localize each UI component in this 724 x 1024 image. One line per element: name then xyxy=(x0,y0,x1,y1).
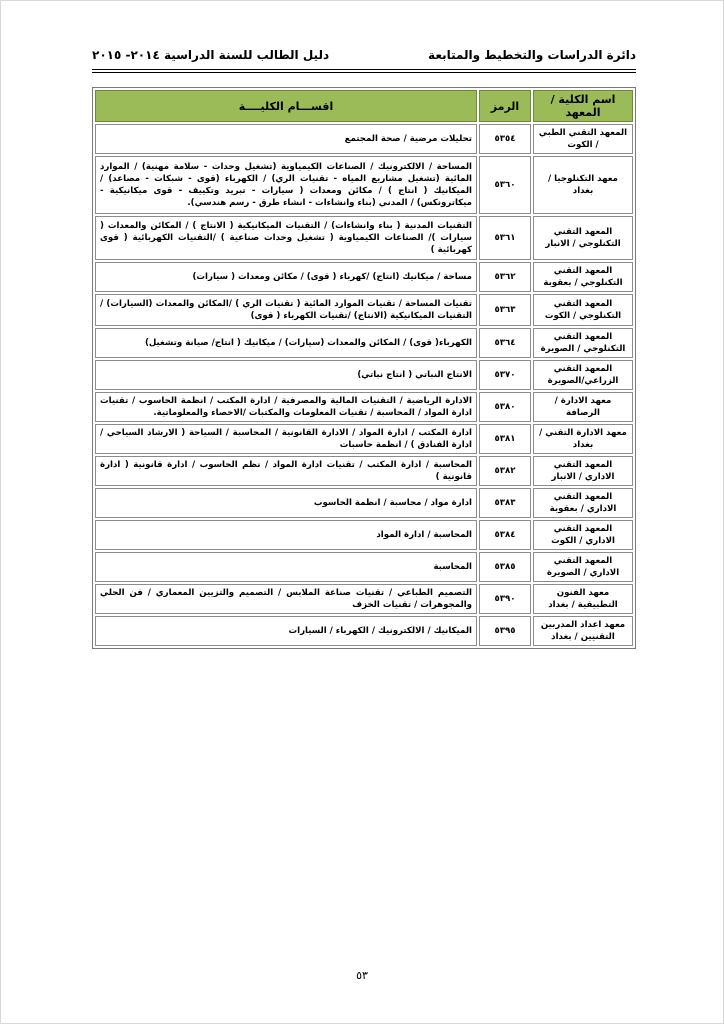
institute-cell: المعهد التقني التكنلوجي / الانبار xyxy=(533,216,633,260)
departments-cell: تقنيات المساحة / تقنيات الموارد المائية ( تقنيات الري ) /المكائن والمعدات (السيارات) / التقنيات الميكانيكية (الانتاج) /تقنيات الكهرباء ( قوى) xyxy=(95,294,477,326)
institute-cell: معهد اعداد المدربين التقنيين / بغداد xyxy=(533,616,633,646)
departments-cell: المحاسبة / ادارة المواد xyxy=(95,520,477,550)
departments-cell: المحاسبة xyxy=(95,552,477,582)
institute-cell: المعهد التقني التكنلوجي / بعقوبة xyxy=(533,262,633,292)
departments-cell: المحاسبة / ادارة المكتب / تقنيات ادارة المواد / نظم الحاسوب / ادارة قانونية ( ادارة قانونية ) xyxy=(95,456,477,486)
table-row xyxy=(95,328,633,358)
header-rule-double xyxy=(92,72,636,73)
departments-cell: الانتاج النباتي ( انتاج نباتي) xyxy=(95,360,477,390)
institute-cell: معهد الادارة التقني / بغداد xyxy=(533,424,633,454)
institute-cell: المعهد التقني التكنلوجي / الكوت xyxy=(533,294,633,326)
table-row xyxy=(95,488,633,518)
code-cell: ٥٣٨٢ xyxy=(479,456,531,486)
table-row xyxy=(95,616,633,646)
page-header xyxy=(92,44,636,68)
departments-cell: المساحة / الالكترونيك / الصناعات الكيمياوية (تشغيل وحدات - سلامة مهنية) / الموارد المائية (تشغيل مشاريع المياه - تقنيات الري) / الكهرباء (قوى - شبكات - مصاعد) / الميكانيك ( انتاج ) / مكائن ومعدات ( سيارات - تبريد وتكييف - قوى ميكانيكية - ميكاترونكس) / المدني (بناء وانشاءات - انشاء طرق - رسم هندسي). xyxy=(95,156,477,214)
institutes-table xyxy=(92,87,636,649)
departments-cell: الادارة الرياضية / التقنيات المالية والمصرفية / ادارة المكتب / انظمة الحاسوب / تقنيات ادارة المواد / المحاسبة / تقنيات المعلومات والمكتبات /الاحصاء والمعلوماتية. xyxy=(95,392,477,422)
table-row xyxy=(95,262,633,292)
departments-cell: ادارة مواد / محاسبة / انظمة الحاسوب xyxy=(95,488,477,518)
header-department: دائرة الدراسات والتخطيط والمتابعة xyxy=(428,48,636,62)
header-departments: اقســـام الكليــــة xyxy=(95,90,477,122)
code-cell: ٥٣٥٤ xyxy=(479,124,531,154)
departments-cell: التقنيات المدنية ( بناء وانشاءات) / التقنيات الميكانيكية ( الانتاج ) / المكائن والمعدات ( سيارات )/ الصناعات الكيمياوية ( تشغيل وحدات صناعية ) /التقنيات الكهربائية ( قوى كهربائية ) xyxy=(95,216,477,260)
code-cell: ٥٣٨١ xyxy=(479,424,531,454)
header-rule xyxy=(92,69,636,70)
table-row xyxy=(95,124,633,154)
table-row xyxy=(95,216,633,260)
header-institute: اسم الكلية / المعهد xyxy=(533,90,633,122)
code-cell: ٥٣٨٠ xyxy=(479,392,531,422)
institute-cell: المعهد التقني الاداري / الصويرة xyxy=(533,552,633,582)
departments-cell: الكهرباء( قوى) / المكائن والمعدات (سيارات) / ميكانيك ( انتاج/ صيانة وتشغيل) xyxy=(95,328,477,358)
code-cell: ٥٣٦٠ xyxy=(479,156,531,214)
institute-cell: معهد الفنون التطبيقية / بغداد xyxy=(533,584,633,614)
departments-cell: الميكانيك / الالكترونيك / الكهرباء / السيارات xyxy=(95,616,477,646)
departments-cell: تحليلات مرضية / صحة المجتمع xyxy=(95,124,477,154)
departments-cell: مساحة / ميكانيك (انتاج) /كهرباء ( قوى) / مكائن ومعدات ( سيارات) xyxy=(95,262,477,292)
code-cell: ٥٣٦٤ xyxy=(479,328,531,358)
code-cell: ٥٣٨٣ xyxy=(479,488,531,518)
code-cell: ٥٣٨٤ xyxy=(479,520,531,550)
table-row xyxy=(95,456,633,486)
table-row xyxy=(95,156,633,214)
institute-cell: معهد الادارة / الرصافة xyxy=(533,392,633,422)
departments-cell: التصميم الطباعي / تقنيات صناعة الملابس / التصميم والتزيين المعماري / فن الحلي والمجوهرات / تقنيات الخزف xyxy=(95,584,477,614)
institute-cell: معهد التكنلوجيا / بغداد xyxy=(533,156,633,214)
page-number: ٥٣ xyxy=(356,969,368,982)
table-row xyxy=(95,520,633,550)
table-row xyxy=(95,392,633,422)
code-cell: ٥٣٩٠ xyxy=(479,584,531,614)
institute-cell: المعهد التقني التكنلوجي / الصويرة xyxy=(533,328,633,358)
departments-cell: ادارة المكتب / ادارة المواد / الادارة القانونية / المحاسبة / السياحة ( الارشاد السياحي / ادارة الفنادق ) / انظمة حاسبات xyxy=(95,424,477,454)
institute-cell: المعهد التقني الاداري / الكوت xyxy=(533,520,633,550)
table-row xyxy=(95,294,633,326)
header-guide-title: دليل الطالب للسنة الدراسية ٢٠١٤- ٢٠١٥ xyxy=(92,48,330,62)
table-row xyxy=(95,552,633,582)
table-row xyxy=(95,584,633,614)
code-cell: ٥٣٦٣ xyxy=(479,294,531,326)
code-cell: ٥٣٧٠ xyxy=(479,360,531,390)
code-cell: ٥٣٦١ xyxy=(479,216,531,260)
code-cell: ٥٣٨٥ xyxy=(479,552,531,582)
institute-cell: المعهد التقني الطبي / الكوت xyxy=(533,124,633,154)
table-row xyxy=(95,360,633,390)
institute-cell: المعهد التقني الاداري / بعقوبة xyxy=(533,488,633,518)
table-row xyxy=(95,424,633,454)
header-code: الرمز xyxy=(479,90,531,122)
code-cell: ٥٣٩٥ xyxy=(479,616,531,646)
institute-cell: المعهد التقني الزراعي/الصويرة xyxy=(533,360,633,390)
table-header-row xyxy=(95,90,633,122)
institute-cell: المعهد التقني الاداري / الانبار xyxy=(533,456,633,486)
code-cell: ٥٣٦٢ xyxy=(479,262,531,292)
